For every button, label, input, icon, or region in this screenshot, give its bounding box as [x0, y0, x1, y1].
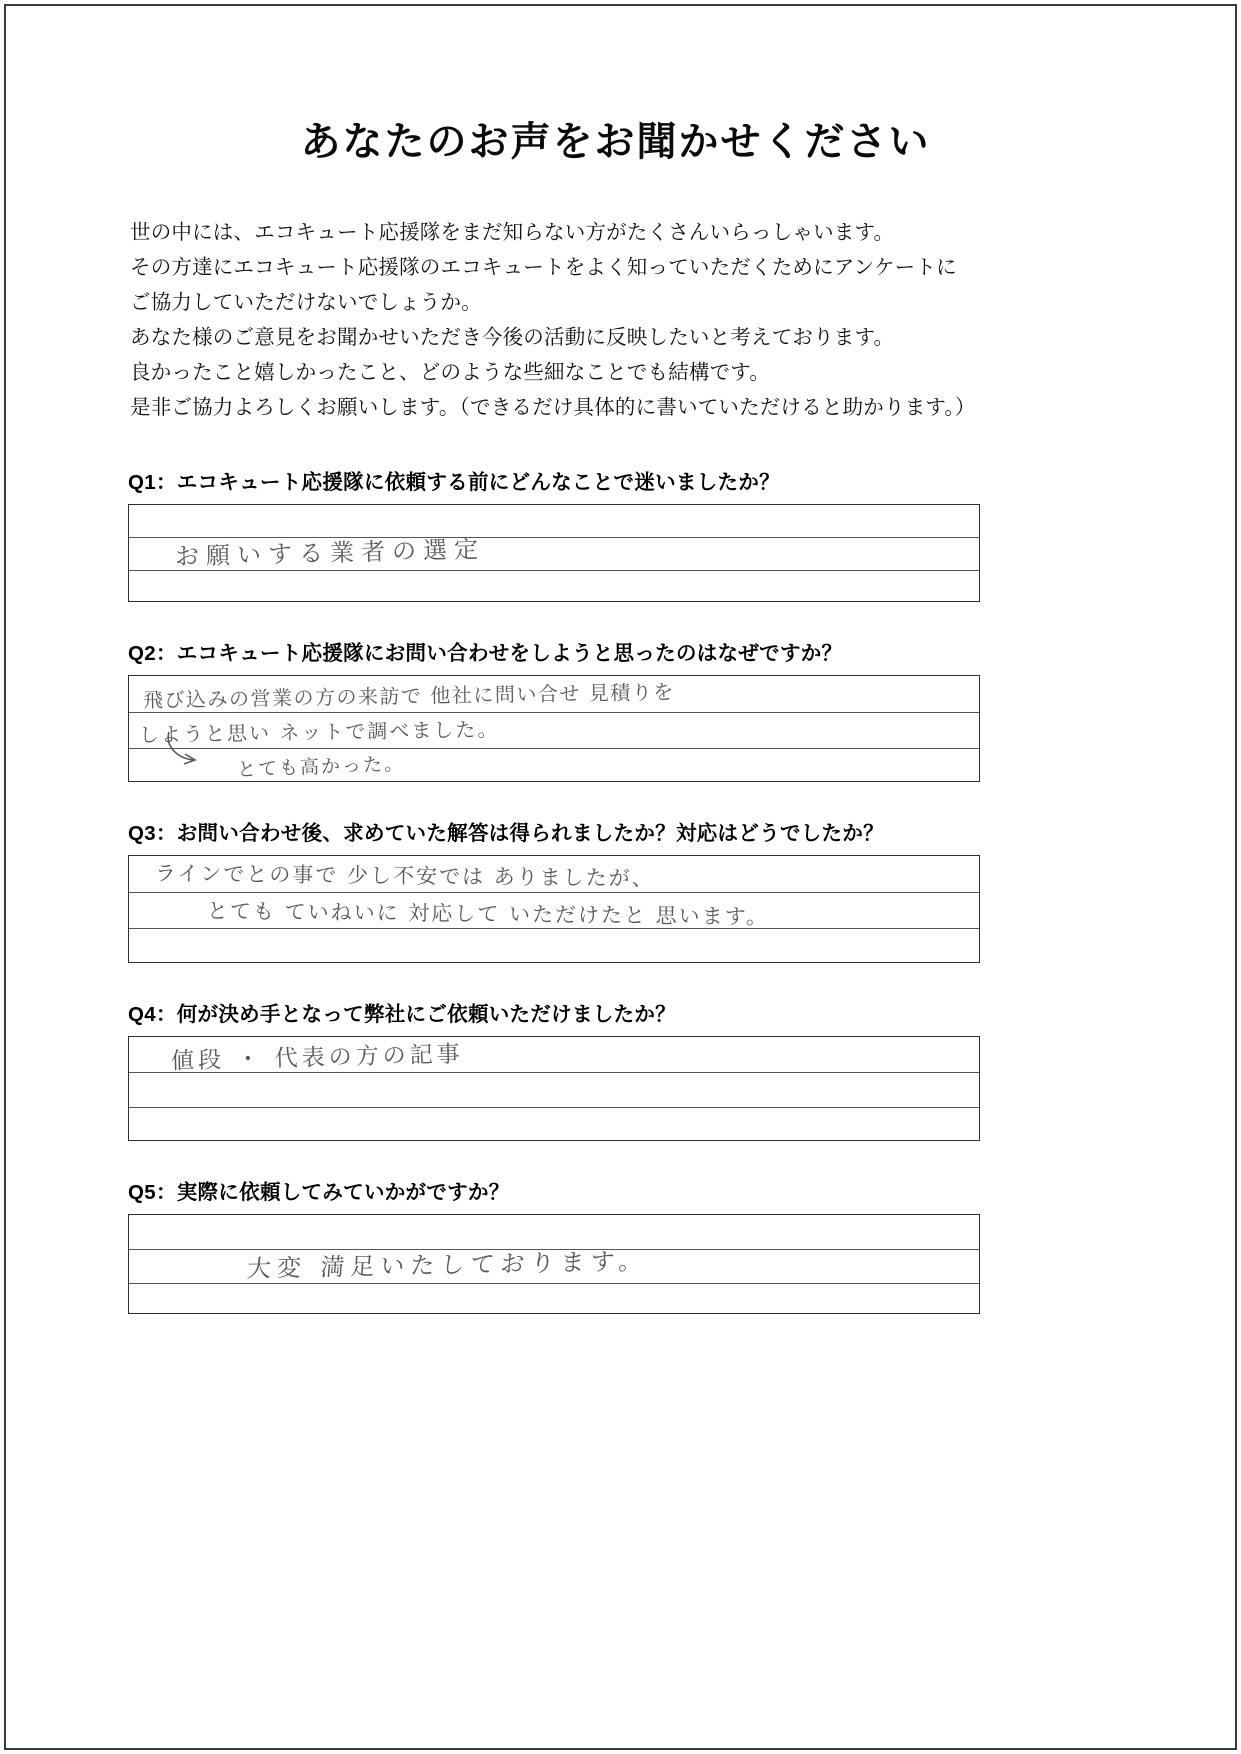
- rule-line: [129, 537, 979, 538]
- answer-box-q5[interactable]: [128, 1214, 980, 1314]
- handwritten-answer-q1-line1: お願いする業者の選定: [174, 535, 486, 571]
- handwritten-answer-q3-line2: とても ていねいに 対応して いただけたと 思います。: [206, 899, 770, 929]
- answer-box-q2[interactable]: [128, 675, 980, 782]
- handwritten-answer-q2-line2: しようと思い ネットで調べました。: [138, 717, 500, 747]
- rule-line: [129, 892, 979, 893]
- intro-line: 世の中には、エコキュート応援隊をまだ知らない方がたくさんいらっしゃいます。: [130, 221, 895, 244]
- answer-box-q1[interactable]: [128, 504, 980, 602]
- rule-line: [129, 1107, 979, 1108]
- page-title: あなたのお声をお聞かせください: [300, 120, 931, 164]
- handwritten-answer-q2-line3: とても高かった。: [236, 752, 406, 782]
- page-content: [128, 0, 1113, 1314]
- question-label-q4: Q4：何が決め手となって弊社にご依頼いただけましたか？: [128, 1003, 676, 1026]
- handwriting-layer-q4: [129, 1037, 979, 1140]
- answer-box-q3[interactable]: [128, 855, 980, 963]
- question-label-q5: Q5：実際に依頼してみていかがですか？: [128, 1181, 510, 1204]
- handwritten-answer-q4-line1: 値段 ・ 代表の方の記事: [170, 1041, 464, 1075]
- intro-line: あなた様のご意見をお聞かせいただき今後の活動に反映したいと考えております。: [130, 326, 895, 349]
- rule-line: [129, 1249, 979, 1250]
- question-block-q1: [128, 465, 1113, 602]
- intro-line: その方達にエコキュート応援隊のエコキュートをよく知っていただくためにアンケートに: [130, 256, 957, 279]
- question-block-q5: [128, 1175, 1113, 1314]
- answer-box-q4[interactable]: [128, 1036, 980, 1141]
- rule-line: [129, 748, 979, 749]
- handwritten-answer-q5-line1: 大変 満足いたしております。: [245, 1247, 650, 1283]
- handwriting-layer-q2: [129, 676, 979, 781]
- handwriting-layer-q3: [129, 856, 979, 962]
- intro-line: 良かったこと嬉しかったこと、どのような些細なことでも結構です。: [130, 361, 771, 384]
- question-block-q3: [128, 816, 1113, 963]
- question-label-q2: Q2：エコキュート応援隊にお問い合わせをしようと思ったのはなぜですか？: [128, 642, 843, 665]
- handwritten-answer-q2-line1: 飛び込みの営業の方の来訪で 他社に問い合せ 見積りを: [142, 679, 675, 713]
- rule-line: [129, 570, 979, 571]
- intro-paragraph: [130, 215, 1113, 425]
- rule-line: [129, 1072, 979, 1073]
- intro-line: ご協力していただけないでしょうか。: [130, 291, 482, 314]
- handwriting-layer-q1: [129, 505, 979, 601]
- question-label-q1: Q1：エコキュート応援隊に依頼する前にどんなことで迷いましたか？: [128, 471, 780, 494]
- rule-line: [129, 1283, 979, 1284]
- question-block-q2: [128, 636, 1113, 782]
- handwriting-layer-q5: [129, 1215, 979, 1313]
- question-label-q3: Q3：お問い合わせ後、求めていた解答は得られましたか？対応はどうでしたか？: [128, 822, 884, 845]
- rule-line: [129, 928, 979, 929]
- intro-line: 是非ご協力よろしくお願いします。（できるだけ具体的に書いていただけると助かります。）: [130, 396, 976, 419]
- handwritten-answer-q3-line1: ラインでとの事で 少し不安では ありましたが、: [154, 861, 655, 891]
- question-block-q4: [128, 997, 1113, 1141]
- rule-line: [129, 712, 979, 713]
